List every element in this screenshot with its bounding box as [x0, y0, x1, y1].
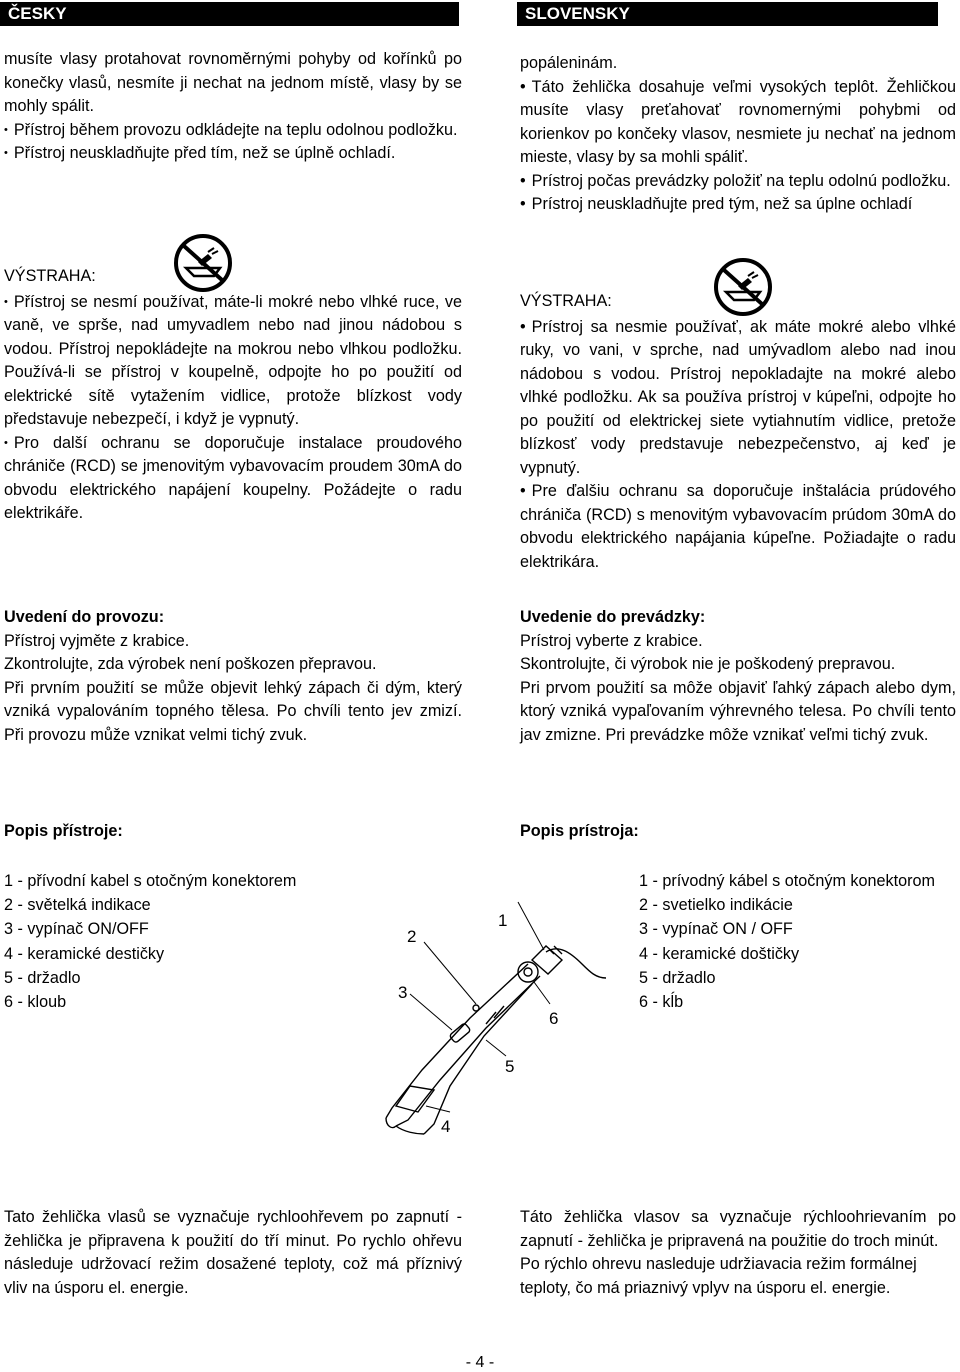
czech-startup-line: Přístroj vyjměte z krabice.: [4, 631, 190, 650]
slovak-startup: [520, 606, 956, 747]
czech-parts-list: [4, 869, 334, 1014]
czech-warning-text: • Pro další ochranu se doporučuje instalace proudového chrániče (RCD) se jmenovitým vybavovacím proudem 30mA do obvodu elektrického napájení koupelny. Požádejte o radu elektrikáře.: [4, 432, 462, 526]
czech-startup: [4, 606, 462, 747]
czech-warning: [4, 265, 462, 526]
czech-description: [4, 820, 334, 844]
diagram-label-6: 6: [549, 1009, 559, 1028]
czech-description-title: Popis přístroje:: [4, 822, 123, 840]
slovak-closing-text: Po rýchlo ohrevu nasleduje udržiavacia režim formálnej teploty, čo má priaznivý vplyv na úsporu el. energie.: [520, 1255, 917, 1297]
diagram-label-1: 1: [498, 911, 508, 930]
slovak-parts-list: [639, 869, 957, 1014]
diagram-label-3: 3: [398, 983, 408, 1002]
list-item: 1 - prívodný kábel s otočným konektorom: [639, 872, 936, 890]
list-item: 6 - kloub: [4, 993, 67, 1012]
slovak-intro: [520, 52, 956, 217]
slovak-warning-title: VÝSTRAHA:: [520, 292, 612, 310]
slovak-startup-text: Pri prvom použití sa môže objaviť ľahký zápach alebo dym, ktorý vzniká vypaľovaním výhrevného telesa. Po chvíli tento jav zmizne. Pri prevádzke môže vznikať veľmi tichý zvuk.: [520, 678, 956, 744]
czech-closing: [4, 1206, 462, 1300]
list-item: 6 - kĺb: [639, 993, 684, 1012]
slovak-closing-text: Táto žehlička vlasov sa vyznačuje rýchloohrievaním po zapnutí - žehlička je pripravená na použitie do troch minút.: [520, 1208, 956, 1250]
czech-intro: [4, 48, 462, 166]
list-item: 4 - keramické destičky: [4, 944, 165, 963]
list-item: 3 - vypínač ON / OFF: [639, 920, 793, 939]
page-number: - 4 -: [465, 1354, 495, 1371]
slovak-description: [520, 820, 820, 844]
slovak-warning-text: • Prístroj sa nesmie používať, ak máte mokré alebo vlhké ruky, vo vani, v sprche, nad umývadlom alebo nad inou nádobou s vodou. Prístroj nepokladajte na mokré alebo vlhké podložku. Ak sa používa prístroj v kúpeľni, odpojte ho po použití od elektrickej siete vytiahnutím vidlice, pretože blízkosť vody predstavuje nebezpečenstvo, aj keď je vypnutý.: [520, 316, 956, 481]
czech-section-header: ČESKY: [0, 2, 459, 26]
czech-intro-bullet: • Přístroj neuskladňujte před tím, než se úplně ochladí.: [4, 142, 462, 166]
slovak-warning-text: • Pre ďalšiu ochranu sa doporučuje inštalácia prúdového chrániča (RCD) s menovitým vybavovacím prúdom 30mA do obvodu elektrického napájania kúpeľne. Požiadajte o radu elektrikára.: [520, 480, 956, 574]
slovak-intro-bullet: • Prístroj neuskladňujte pred tým, než sa úplne ochladí: [520, 193, 956, 217]
slovak-startup-title: Uvedenie do prevádzky:: [520, 608, 706, 626]
czech-warning-title: VÝSTRAHA:: [4, 267, 96, 285]
diagram-label-4: 4: [441, 1117, 451, 1136]
list-item: 1 - přívodní kabel s otočným konektorem: [4, 872, 297, 890]
hair-straightener-diagram: [300, 880, 620, 1140]
list-item: 5 - držadlo: [639, 968, 716, 987]
list-item: 4 - keramické doštičky: [639, 944, 800, 963]
czech-startup-title: Uvedení do provozu:: [4, 608, 165, 626]
slovak-startup-line: Prístroj vyberte z krabice.: [520, 631, 703, 650]
slovak-closing: [520, 1206, 956, 1300]
czech-startup-line: Zkontrolujte, zda výrobek není poškozen přepravou.: [4, 655, 377, 673]
slovak-intro-bullet: • Prístroj počas prevádzky položiť na teplu odolnú podložku.: [520, 170, 956, 194]
czech-closing-text: Tato žehlička vlasů se vyznačuje rychloohřevem po zapnutí - žehlička je připravena k použití do tří minut. Po rychlo ohřevu následuje udržovací režim dosažené teploty, což má příznivý vliv na úsporu el. energie.: [4, 1208, 462, 1297]
czech-intro-text: musíte vlasy protahovat rovnoměrnými pohyby od kořínků po konečky vlasů, nesmíte ji nechat na jednom místě, vlasy by se mohly spálit.: [4, 50, 462, 115]
list-item: 2 - světelká indikace: [4, 896, 151, 915]
slovak-startup-line: Skontrolujte, či výrobok nie je poškodený prepravou.: [520, 655, 896, 673]
czech-warning-text: • Přístroj se nesmí používat, máte-li mokré nebo vlhké ruce, ve vaně, ve sprše, nad umyvadlem nebo nad jinou nádobou s vodou. Přístroj nepokládejte na mokrou nebo vlhkou podložku. Používá-li se přístroj v koupelně, odpojte ho po použití od elektrické sítě vytažením vidlice, protože blízkost vody představuje nebezpečí, i když je vypnutý.: [4, 291, 462, 432]
list-item: 3 - vypínač ON/OFF: [4, 920, 149, 939]
slovak-section-header: SLOVENSKY: [517, 2, 938, 26]
slovak-intro-line: popáleninám.: [520, 54, 618, 72]
slovak-description-title: Popis prístroja:: [520, 822, 639, 840]
list-item: 2 - svetielko indikácie: [639, 896, 793, 915]
list-item: 5 - držadlo: [4, 968, 81, 987]
slovak-warning: [520, 290, 956, 574]
slovak-intro-bullet: • Táto žehlička dosahuje veľmi vysokých teplôt. Žehličkou musíte vlasy preťahovať rovnomernými pohybmi od korienkov po končeky vlasov, nesmiete ju nechať na jednom mieste, vlasy by sa mohli spáliť.: [520, 76, 956, 170]
diagram-label-5: 5: [505, 1057, 515, 1076]
czech-startup-text: Při prvním použití se může objevit lehký zápach či dým, který vzniká vypalováním topného tělesa. Po chvíli tento jev zmizí. Při provozu může vznikat velmi tichý zvuk.: [4, 678, 462, 744]
diagram-label-2: 2: [407, 927, 417, 946]
czech-intro-bullet: • Přístroj během provozu odkládejte na teplu odolnou podložku.: [4, 119, 462, 143]
